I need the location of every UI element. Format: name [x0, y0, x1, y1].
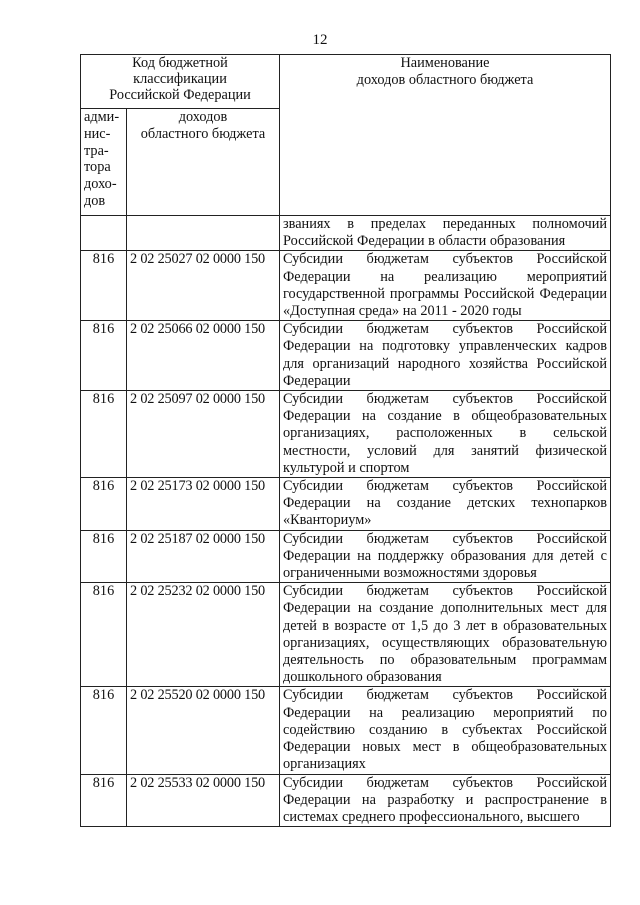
admin-cell: 816 — [81, 391, 127, 478]
table-body — [81, 216, 611, 827]
budget-classification-table — [80, 54, 611, 827]
admin-header-line: адми- — [84, 109, 120, 125]
page-number: 12 — [312, 32, 328, 48]
admin-cell: 816 — [81, 583, 127, 687]
admin-header-line: тора — [84, 159, 111, 176]
code-cell: 2 02 25533 02 0000 150 — [127, 774, 280, 827]
description-cell: Субсидии бюджетам субъектов Российской Федерации на создание дополнительных мест для детей в возрасте от 1,5 до 3 лет в образовательных организациях, осуществляющих образовательную деятельность по образовательным программам дошкольного образования — [280, 583, 611, 687]
code-group-line: Код бюджетной — [132, 55, 228, 71]
table-row — [81, 687, 611, 774]
admin-header-line: дов — [84, 192, 106, 209]
admin-header-line: тра- — [84, 142, 109, 159]
admin-cell: 816 — [81, 774, 127, 827]
admin-cell — [81, 216, 127, 251]
code-cell: 2 02 25232 02 0000 150 — [127, 583, 280, 687]
code-cell — [127, 216, 280, 251]
code-group-line: Российской Федерации — [109, 87, 251, 103]
code-cell: 2 02 25520 02 0000 150 — [127, 687, 280, 774]
description-cell: Субсидии бюджетам субъектов Российской Федерации на создание детских технопарков «Кванториум» — [280, 478, 611, 531]
income-header-line: доходов — [178, 109, 228, 125]
table-row — [81, 321, 611, 391]
description-cell: званиях в пределах переданных полномочий Российской Федерации в области образования — [280, 216, 611, 251]
admin-header-line: дохо- — [84, 176, 117, 193]
code-cell: 2 02 25066 02 0000 150 — [127, 321, 280, 391]
table-header — [81, 55, 611, 216]
code-cell: 2 02 25027 02 0000 150 — [127, 251, 280, 321]
admin-cell: 816 — [81, 530, 127, 583]
table-row — [81, 583, 611, 687]
code-cell: 2 02 25187 02 0000 150 — [127, 530, 280, 583]
description-cell: Субсидии бюджетам субъектов Российской Федерации на реализацию мероприятий по содействию созданию в субъектах Российской Федерации новых мест в общеобразовательных организациях — [280, 687, 611, 774]
code-group-line: классификации — [133, 71, 227, 87]
name-header-line: доходов областного бюджета — [356, 72, 534, 89]
code-group-header — [81, 55, 280, 109]
admin-cell: 816 — [81, 478, 127, 531]
name-header-line: Наименование — [400, 55, 490, 71]
description-cell: Субсидии бюджетам субъектов Российской Федерации на реализацию мероприятий государственной программы Российской Федерации «Доступная среда» на 2011 - 2020 годы — [280, 251, 611, 321]
admin-cell: 816 — [81, 251, 127, 321]
table-row — [81, 530, 611, 583]
table-row — [81, 774, 611, 827]
table-row — [81, 251, 611, 321]
code-cell: 2 02 25173 02 0000 150 — [127, 478, 280, 531]
admin-header-line: нис- — [84, 125, 111, 142]
table-row — [81, 478, 611, 531]
table-row — [81, 216, 611, 251]
table-row — [81, 391, 611, 478]
description-cell: Субсидии бюджетам субъектов Российской Федерации на создание в общеобразовательных организациях, расположенных в сельской местности, условий для занятий физической культурой и спортом — [280, 391, 611, 478]
description-cell: Субсидии бюджетам субъектов Российской Федерации на разработку и распространение в системах среднего профессионального, высшего — [280, 774, 611, 827]
admin-cell: 816 — [81, 687, 127, 774]
admin-cell: 816 — [81, 321, 127, 391]
admin-column-header — [81, 109, 127, 216]
name-column-header — [280, 55, 611, 216]
code-cell: 2 02 25097 02 0000 150 — [127, 391, 280, 478]
description-cell: Субсидии бюджетам субъектов Российской Федерации на поддержку образования для детей с ограниченными возможностями здоровья — [280, 530, 611, 583]
description-cell: Субсидии бюджетам субъектов Российской Федерации на подготовку управленческих кадров для организаций народного хозяйства Российской Федерации — [280, 321, 611, 391]
income-column-header — [127, 109, 280, 216]
income-header-line: областного бюджета — [140, 126, 266, 143]
